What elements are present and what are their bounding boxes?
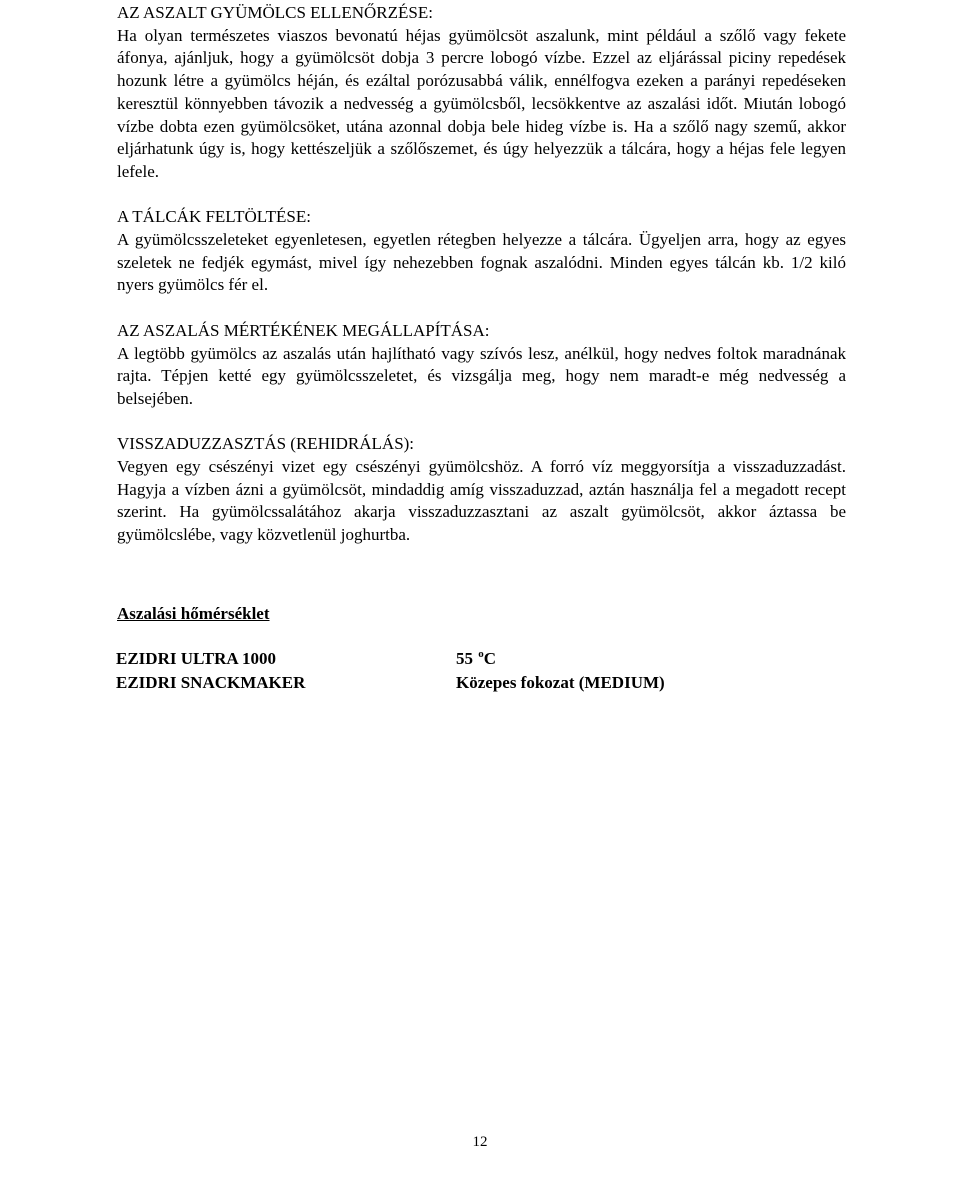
- section-determining-dryness: [117, 320, 846, 411]
- temperature-value: [456, 672, 665, 695]
- section-heading: A TÁLCÁK FELTÖLTÉSE:: [117, 207, 311, 227]
- drying-temperature-title: Aszalási hőmérséklet: [117, 604, 270, 623]
- model-name: EZIDRI ULTRA 1000: [116, 648, 276, 668]
- section-paragraph: A gyümölcsszeleteket egyenletesen, egyetlen rétegben helyezze a tálcára. Ügyeljen arra, hogy az egyes szeletek ne fedjék egymást, mivel így nehezebben fognak aszalódni. Minden egyes tálcán kb. 1/2 kiló nyers gyümölcs fér el.: [117, 230, 846, 295]
- degree-symbol: o: [478, 647, 484, 660]
- section-paragraph: A legtöbb gyümölcs az aszalás után hajlítható vagy szívós lesz, anélkül, hogy nedves foltok maradnának rajta. Tépjen ketté egy gyümölcsszeletet, és vizsgálja meg, hogy nem maradt-e még nedvesség a belsejében.: [117, 343, 846, 408]
- document-body: [117, 2, 846, 570]
- temperature-value: [456, 648, 665, 673]
- section-heading: VISSZADUZZASZTÁS (REHIDRÁLÁS):: [117, 434, 415, 454]
- section-heading: AZ ASZALÁS MÉRTÉKÉNEK MEGÁLLAPÍTÁSA:: [117, 320, 490, 340]
- temperature-setting: Közepes fokozat (MEDIUM): [456, 673, 665, 693]
- section-rehydration: [117, 433, 846, 547]
- section-heading: AZ ASZALT GYÜMÖLCS ELLENŐRZÉSE:: [117, 3, 433, 22]
- drying-temperature-table: [116, 648, 665, 695]
- section-paragraph: Vegyen egy csészényi vizet egy csészényi gyümölcshöz. A forró víz meggyorsítja a visszaduzzadást. Hagyja a vízben ázni a gyümölcsöt, mindaddig amíg visszaduzzad, aztán használja fel a megadott recept szerint. Ha gyümölcssalátához akarja visszaduzzasztani az aszalt gyümölcsöt, akkor áztassa be gyümölcslébe, vagy közvetlenül joghurtba.: [117, 457, 846, 545]
- section-paragraph: Ha olyan természetes viaszos bevonatú héjas gyümölcsöt aszalunk, mint például a szőlő vagy fekete áfonya, ajánljuk, hogy a gyümölcsöt dobja 3 percre lobogó vízbe. Ezzel az eljárással piciny repedések hozunk létre a gyümölcs héján, és ezáltal porózusabbá válik, ennélfogva ezeken a parányi repedéseken keresztül könnyebben távozik a nedvesség a gyümölcsből, lecsökkentve az aszalási időt. Miután lobogó vízbe dobta ezen gyümölcsöket, utána azonnal dobja bele hideg vízbe is. Ha a szőlő nagy szemű, akkor eljárhatunk úgy is, hogy kettészeljük a szőlőszemet, és úgy helyezzük a tálcára, hogy a héjas fele legyen lefele.: [117, 25, 846, 181]
- table-row: [116, 648, 665, 673]
- drying-temperature-block: [117, 603, 846, 695]
- section-checking-dried-fruit: [117, 2, 846, 184]
- temperature-unit: C: [483, 648, 497, 668]
- section-filling-trays: [117, 206, 846, 297]
- page-number: 12: [472, 1134, 488, 1150]
- table-row: [116, 672, 665, 695]
- temperature-number: 55: [456, 648, 473, 668]
- model-name: EZIDRI SNACKMAKER: [116, 673, 306, 693]
